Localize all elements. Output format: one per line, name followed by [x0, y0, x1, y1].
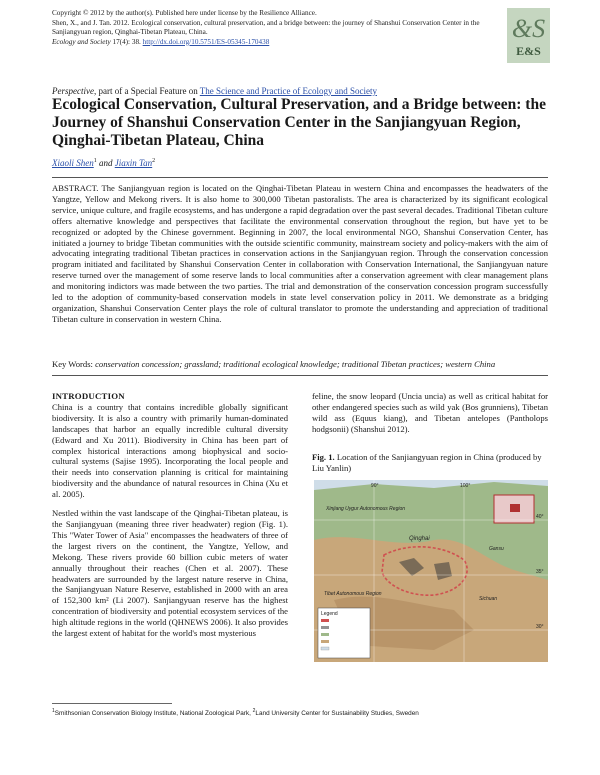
- paper-title: Ecological Conservation, Cultural Preservation, and a Bridge between: the Journey of Shanshui Conservation Center in the Sanjiangyuan Region, Qinghai-Tibetan Plateau, China: [52, 96, 546, 149]
- column-right: [312, 391, 548, 435]
- map-legend-swatch-5: [321, 647, 329, 650]
- keywords-label: Key Words:: [52, 359, 96, 369]
- perspective-middle: , part of a Special Feature on: [93, 86, 200, 96]
- map-legend-swatch-2: [321, 626, 329, 629]
- map-legend-swatch-1: [321, 619, 329, 622]
- author-sup-2: 2: [152, 158, 156, 164]
- figure-label: Fig. 1.: [312, 452, 335, 462]
- special-feature-link[interactable]: The Science and Practice of Ecology and Society: [199, 86, 377, 96]
- citation-line: Shen, X., and J. Tan. 2012. Ecological conservation, cultural preservation, and a bridge between: the journey of Shanshui Conservation Center in the Sanjiangyuan region, Qinghai-Tibetan Plateau, China.: [52, 18, 480, 37]
- keywords: [52, 359, 548, 370]
- author-link-1[interactable]: Xiaoli Shen: [52, 158, 94, 168]
- perspective-line: [52, 86, 377, 96]
- intro-paragraph-2: Nestled within the vast landscape of the Qinghai-Tibetan plateau, is the Sanjiangyuan (meaning three river headwater) region (Fig. 1). This "Water Tower of Asia" encompasses the headwaters of three of the largest rivers on the continent, the Yangtze, Yellow, and Mekong. These rivers provide 60 billion cubic meters of water annually throughout their reaches (Chen et al. 2007). These headwaters are surrounded by the largest nature reserve in China, the Sanjiangyuan Nature Reserve, established in 2000 with an area of 152,300 km² (Li 2007). Sanjiangyuan reserve has the highest concentration of biodiversity and potential ecosystem services of the high altitude regions in the world (QHNEWS 2006). It also provides the largest extent of habitat for the world's most mysterious: [52, 508, 288, 639]
- right-paragraph-1: feline, the snow leopard (Uncia uncia) as well as critical habitat for other endangered species such as wild yak (Bos grunniens), Tibetan wild ass (Equus kiang), and Tibetan antelopes (Pantholops hodgsonii) (Shanshui 2012).: [312, 391, 548, 434]
- footnote-sup-2: 2: [252, 708, 256, 714]
- author-sup-1: 1: [93, 158, 97, 164]
- figure-caption-text: Location of the Sanjiangyuan region in China (produced by Liu Yanlin): [312, 452, 542, 473]
- map-label-tibet: Tibet Autonomous Region: [324, 591, 382, 597]
- keywords-list: conservation concession; grassland; traditional ecological knowledge; traditional Tibetan practices; western China: [95, 359, 496, 369]
- map-legend-title: Legend: [321, 611, 338, 617]
- author-line: [52, 158, 155, 168]
- intro-heading: INTRODUCTION: [52, 391, 125, 401]
- map-label-gansu: Gansu: [489, 546, 504, 552]
- affiliations-footnote: [52, 707, 552, 718]
- journal-name: Ecology and Society: [52, 37, 111, 46]
- divider-top: [52, 177, 548, 178]
- map-svg: [314, 480, 548, 662]
- logo-text: E&S: [516, 44, 541, 58]
- footnote-text-2: Land University Center for Sustainability Studies, Sweden: [255, 710, 419, 718]
- map-label-xinjiang: Xinjiang Uygur Autonomous Region: [326, 506, 406, 512]
- column-left: [52, 391, 288, 647]
- map-label-sichuan: Sichuan: [479, 596, 498, 602]
- footnote-text-1: Smithsonian Conservation Biology Institute, National Zoological Park,: [54, 710, 253, 718]
- abstract: ABSTRACT. The Sanjiangyuan region is located on the Qinghai-Tibetan Plateau in western China and encompasses the headwaters of the Yangtze, Yellow and Mekong rivers. It is also home to 300,000 Tibetan pastoralists. The area is characterized by its significant ecological service, unique culture, and fragile ecosystems, and has undergone a rapid degradation over the past several decades. Traditional Tibetan culture offers alternative knowledge and perspectives that facilitate the environmental conservation throughout the region, but have yet to be recognized or adopted by the Chinese government. Beginning in 2007, the local environmental NGO, Shanshui Conservation Center, has initiated a journey to bridge Tibetan communities with the outside scientific community, mainstream society and policy-makers with the aim of advocating integrating traditional Tibetan practices in conservation actions in the Sanjiangyuan region. Through the conservation concession program initiated and facilitated by Shanshui Conservation Center in collaboration with Conservation International, the Sanjiangyuan nature reserve turned over the management of some reserve lands to local communities after a conservation agreement with clear management plans and monitoring indictors was made between the two parties. The trial and demonstration of the conservation concession program successfully led to the adoption of community-based conservation models in state level conservation policy in 2011. We demonstrate as a bridging organization, Shanshui Conservation Center plays the role of cultural translator to promote the understanding and appreciation of traditional Tibetan culture in conservation in western China.: [52, 183, 548, 324]
- map-lat-3: 30°: [536, 624, 544, 630]
- map-legend-swatch-4: [321, 640, 329, 643]
- map-lon-2: 100°: [460, 483, 471, 489]
- doi-link[interactable]: http://dx.doi.org/10.5751/ES-05345-170438: [142, 37, 270, 46]
- journal-line: [52, 38, 492, 48]
- footnote-sup-1: 1: [52, 708, 55, 714]
- footnote-divider: [52, 703, 172, 704]
- logo-script: &S: [511, 14, 546, 43]
- perspective-prefix: Perspective: [52, 86, 94, 96]
- journal-volume: 17(4): 38.: [112, 37, 141, 46]
- map-lat-1: 40°: [536, 514, 544, 520]
- location-map: [314, 480, 548, 662]
- journal-logo: [507, 8, 550, 63]
- map-label-qinghai: Qinghai: [409, 536, 430, 542]
- intro-paragraph-1: China is a country that contains incredible globally significant biodiversity. It is also a country with primarily human-dominated landscapes that harbor an equally incredible cultural diversity (Edward and Xu 2011). Biodiversity in China has been part of complex historical interactions among biophysical and socio-cultural systems (Sajise 1995). Incorporating the local people and their needs into conservation planning is critical for maintaining biodiversity and the abundance of natural resources in China (Xu et al. 2005).: [52, 401, 288, 500]
- divider-keywords: [52, 375, 548, 376]
- copyright-block: [52, 9, 492, 47]
- map-lat-2: 35°: [536, 569, 544, 575]
- map-inset-highlight: [510, 504, 520, 512]
- author-link-2[interactable]: Jiaxin Tan: [114, 158, 153, 168]
- figure-caption: [312, 452, 548, 474]
- copyright-line: Copyright © 2012 by the author(s). Published here under license by the Resilience Alliance.: [52, 9, 317, 17]
- map-legend-swatch-3: [321, 633, 329, 636]
- map-lon-1: 90°: [371, 483, 379, 489]
- author-and: and: [99, 158, 113, 168]
